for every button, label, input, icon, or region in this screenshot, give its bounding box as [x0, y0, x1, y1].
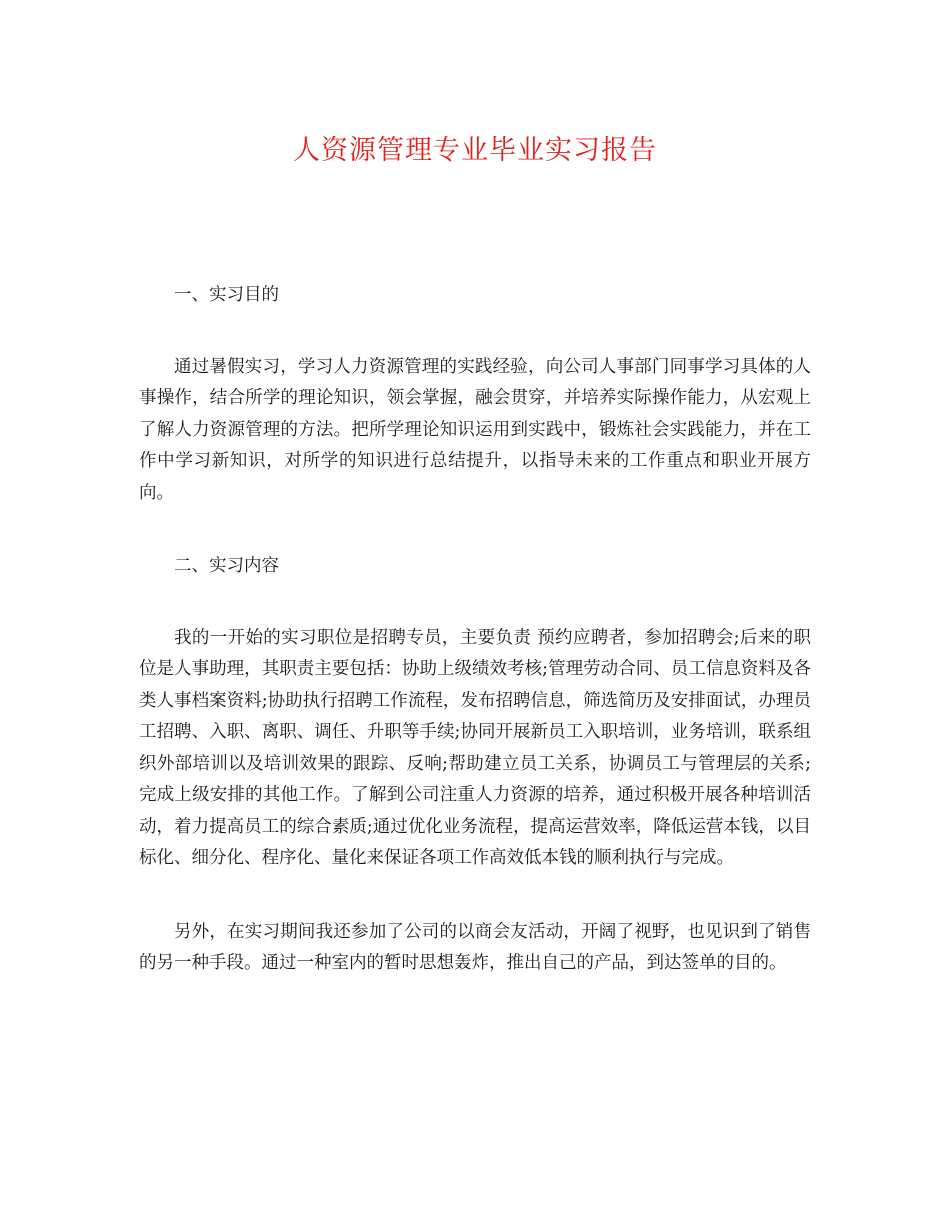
spacer — [139, 583, 811, 623]
document-title: 人资源管理专业毕业实习报告 — [293, 135, 657, 166]
section-heading-purpose: 一、实习目的 — [174, 285, 279, 305]
spacer — [139, 509, 811, 551]
paragraph-purpose: 通过暑假实习，学习人力资源管理的实践经验，向公司人事部门同事学习具体的人事操作，结合所学的理论知识，领会掌握，融会贯穿，并培养实际操作能力，从宏观上了解人力资源管理的方法。把所学理论知识运用到实践中，锻炼社会实践能力，并在工作中学习新知识，对所学的知识进行总结提升，以指导未来的工作重点和职业开展方向。 — [139, 356, 811, 503]
paragraph-content-activities: 另外，在实习期间我还参加了公司的以商会友活动，开阔了视野，也见识到了销售的另一种手段。通过一种室内的暂时思想轰炸，推出自己的产品，到达签单的目的。 — [139, 921, 811, 973]
paragraph-content-duties: 我的一开始的实习职位是招聘专员，主要负责 预约应聘者，参加招聘会;后来的职位是人事助理，其职责主要包括：协助上级绩效考核;管理劳动合同、员工信息资料及各类人事档案资料;协助执行招聘工作流程，发布招聘信息，筛选简历及安排面试，办理员工招聘、入职、离职、调任、升职等手续;协同开展新员工入职培训，业务培训，联系组织外部培训以及培训效果的跟踪、反响;帮助建立员工关系，协调员工与管理层的关系;完成上级安排的其他工作。了解到公司注重人力资源的培养，通过积极开展各种培训活动，着力提高员工的综合素质;通过优化业务流程，提高运营效率，降低运营本钱，以目标化、细分化、程序化、量化来保证各项工作高效低本钱的顺利执行与完成。 — [139, 627, 811, 868]
document-body — [139, 280, 811, 980]
spacer — [139, 312, 811, 352]
spacer — [139, 875, 811, 917]
section-heading-content: 二、实习内容 — [174, 556, 279, 576]
